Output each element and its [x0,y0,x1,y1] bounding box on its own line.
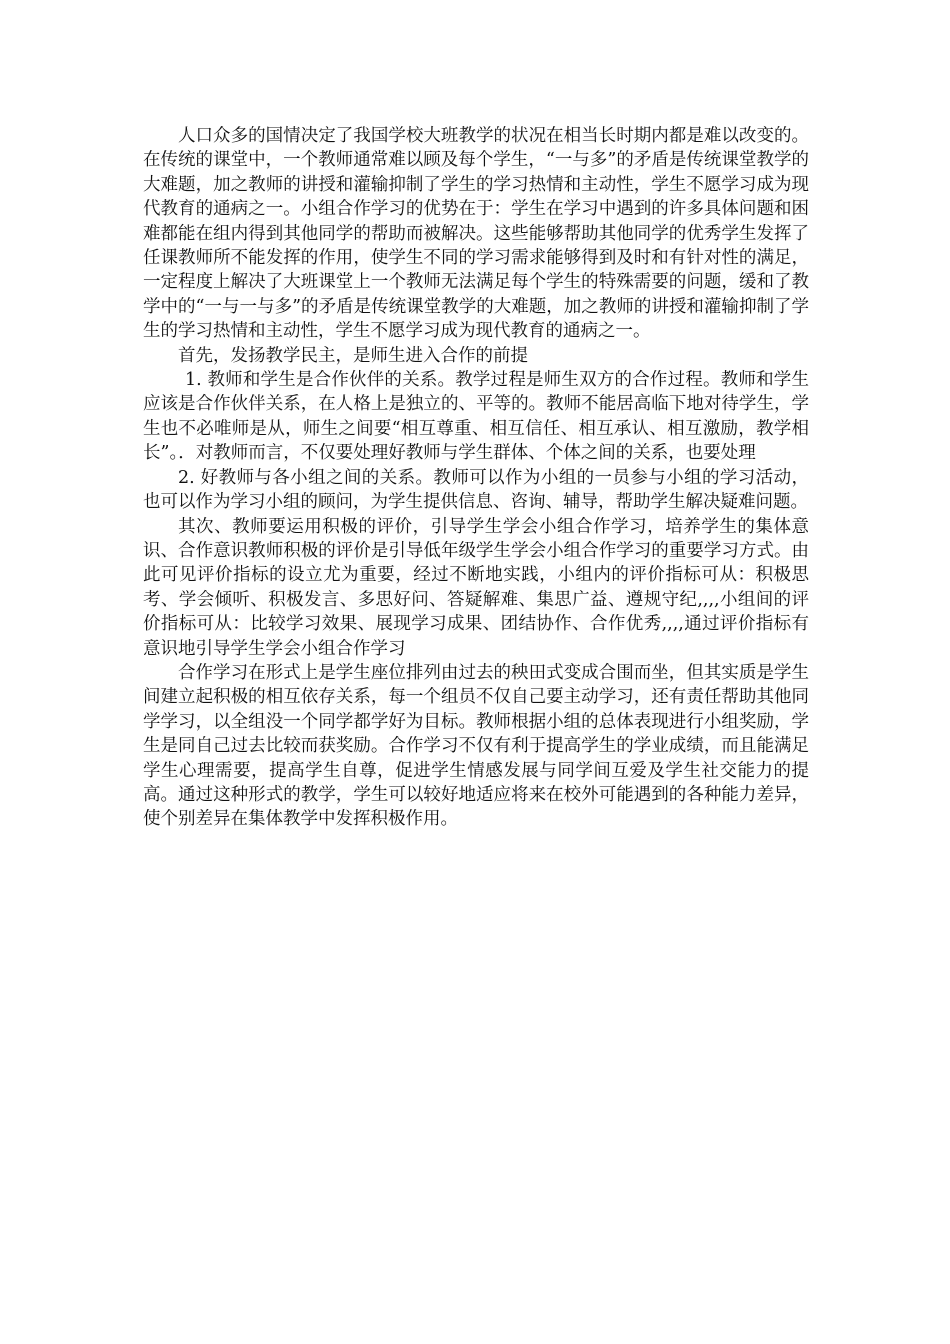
document-body [143,124,809,832]
paragraph-intro: 人口众多的国情决定了我国学校大班教学的状况在相当长时期内都是难以改变的。在传统的课堂中，一个教师通常难以顾及每个学生，“一与多”的矛盾是传统课堂教学的大难题，加之教师的讲授和灌输抑制了学生的学习热情和主动性，学生不愿学习成为现代教育的通病之一。小组合作学习的优势在于：学生在学习中遇到的许多具体问题和困难都能在组内得到其他同学的帮助而被解决。这些能够帮助其他同学的优秀学生发挥了任课教师所不能发挥的作用，使学生不同的学习需求能够得到及时和有针对性的满足，一定程度上解决了大班课堂上一个教师无法满足每个学生的特殊需要的问题，缓和了教学中的“一与一与多”的矛盾是传统课堂教学的大难题，加之教师的讲授和灌输抑制了学生的学习热情和主动性，学生不愿学习成为现代教育的通病之一。 [143,126,809,342]
paragraph-point-1: 1. 教师和学生是合作伙伴的关系。教学过程是师生双方的合作过程。教师和学生应该是合作伙伴关系，在人格上是独立的、平等的。教师不能居高临下地对待学生，学生也不必唯师是从，师生之间要“相互尊重、相互信任、相互承认、相互激励，教学相长”。．对教师而言，不仅要处理好教师与学生群体、个体之间的关系，也要处理 [143,370,809,464]
paragraph-cooperative-learning: 合作学习在形式上是学生座位排列由过去的秧田式变成合围而坐，但其实质是学生间建立起积极的相互依存关系，每一个组员不仅自己要主动学习，还有责任帮助其他同学学习，以全组没一个同学都学好为目标。教师根据小组的总体表现进行小组奖励，学生是同自己过去比较而获奖励。合作学习不仅有利于提高学生的学业成绩，而且能满足学生心理需要，提高学生自尊，促进学生情感发展与同学间互爱及学生社交能力的提高。通过这种形式的教学，学生可以较好地适应将来在校外可能遇到的各种能力差异，使个别差异在集体教学中发挥积极作用。 [143,662,809,830]
paragraph-evaluation: 其次、教师要运用积极的评价，引导学生学会小组合作学习，培养学生的集体意识、合作意识教师积极的评价是引导低年级学生学会小组合作学习的重要学习方式。由此可见评价指标的设立尤为重要，经过不断地实践，小组内的评价指标可从：积极思考、学会倾听、积极发言、多思好问、答疑解难、集思广益、遵规守纪,,,,小组间的评价指标可从：比较学习效果、展现学习成果、团结协作、合作优秀,,,,通过评价指标有意识地引导学生学会小组合作学习 [143,516,809,659]
paragraph-heading-first: 首先，发扬教学民主，是师生进入合作的前提 [178,345,528,366]
paragraph-point-2: 2. 好教师与各小组之间的关系。教师可以作为小组的一员参与小组的学习活动，也可以作为学习小组的顾问，为学生提供信息、咨询、辅导，帮助学生解决疑难问题。 [143,467,809,513]
